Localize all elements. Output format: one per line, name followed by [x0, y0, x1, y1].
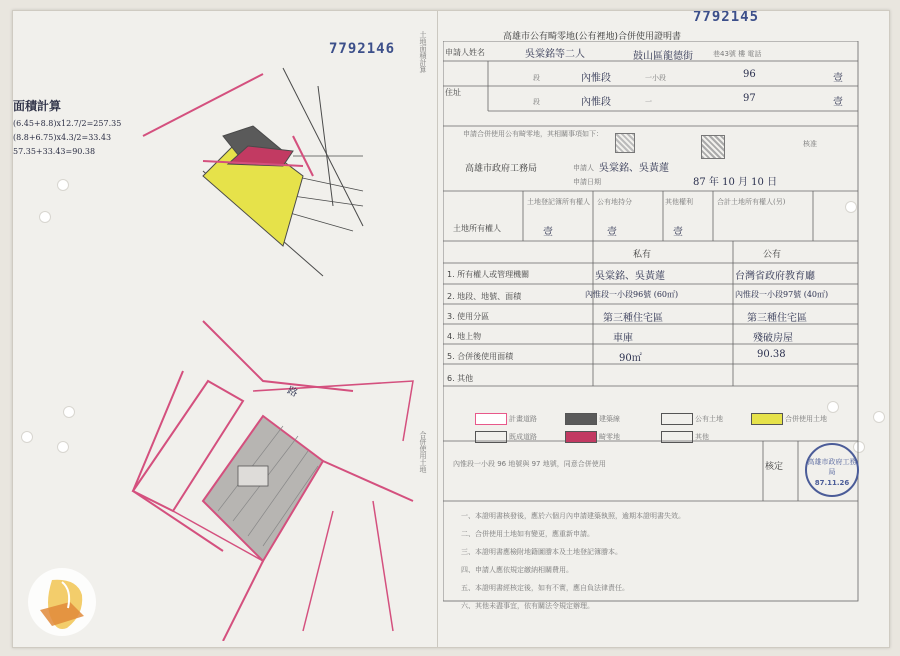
note-item: 五、本證明書經核定後，如有不實，應自負法律責任。	[461, 584, 629, 592]
row-label: 3. 使用分區	[447, 312, 490, 321]
decision-text: 內惟段一小段 96 地號與 97 地號，同意合併使用	[453, 460, 606, 468]
small-section-2: 一	[645, 98, 652, 106]
col-public: 公有	[763, 250, 782, 260]
legend-label: 既成道路	[509, 433, 537, 441]
legend-label: 公有土地	[695, 415, 723, 423]
legend-swatch	[751, 413, 783, 425]
row-public: 內惟段一小段97號 (40㎡)	[735, 290, 829, 299]
row-public: 台灣省政府教育廳	[735, 271, 815, 282]
punch-hole	[63, 406, 75, 418]
row-label: 4. 地上物	[447, 332, 482, 341]
row-public: 殘破房屋	[753, 333, 793, 344]
legend-label: 畸零地	[599, 433, 620, 441]
lower-parcel-map	[113, 311, 433, 641]
header-other: 其他權利	[665, 198, 693, 206]
punch-hole	[57, 179, 69, 191]
official-stamp	[805, 443, 859, 497]
row-private: 第三種住宅區	[603, 313, 663, 324]
bureau-label: 高雄市政府工務局	[465, 164, 538, 174]
row-private: 車庫	[613, 333, 633, 344]
legend-swatch	[565, 431, 597, 443]
legend-label: 計畫道路	[509, 415, 537, 423]
address-value: 鼓山區龍德街	[633, 51, 693, 62]
date-value: 87 年 10 月 10 日	[693, 177, 778, 188]
description-1: 申請合併使用公有畸零地，其相關事項如下：	[463, 130, 603, 138]
cell-2: 壹	[673, 227, 683, 238]
cell-0: 壹	[543, 227, 553, 238]
decision-label: 核定	[765, 462, 784, 472]
watermark-logo	[22, 560, 106, 644]
applicant-label: 申請人姓名	[445, 48, 485, 57]
total-1: 壹	[833, 73, 843, 84]
section-label-2: 段	[533, 98, 540, 106]
signers: 吳棠銘、吳黃蓮	[599, 163, 669, 174]
stamp-text: 高雄市政府工務局	[807, 458, 857, 476]
note-item: 六、其他未盡事宜，依有關法令規定辦理。	[461, 602, 594, 610]
punch-hole	[57, 441, 69, 453]
road-label: 路	[285, 385, 300, 400]
legend-swatch	[661, 413, 693, 425]
note-item: 三、本證明書應檢附地籍圖謄本及土地登記簿謄本。	[461, 548, 622, 556]
applicant-value: 吳棠銘等二人	[525, 49, 585, 60]
cell-1: 壹	[607, 227, 617, 238]
note-item: 二、合併使用土地如有變更，應重新申請。	[461, 530, 594, 538]
upper-parcel-sketch	[133, 66, 373, 296]
document-sheet	[12, 10, 890, 648]
header-public: 公有地持分	[597, 198, 632, 206]
contact-value: 巷43號 樓 電話	[713, 50, 762, 58]
calc-line-2: (8.8+6.75)x4.3/2=33.43	[13, 133, 112, 142]
legend-label: 其他	[695, 433, 709, 441]
applicant-sign-label: 申請人	[573, 164, 594, 172]
calc-line-1: (6.45+8.8)x12.7/2=257.35	[13, 119, 122, 128]
row-label: 2. 地段、地號、面積	[447, 292, 522, 301]
land-header: 土地所有權人	[453, 224, 501, 233]
row-private: 內惟段一小段96號 (60㎡)	[585, 290, 679, 299]
row-public: 第三種住宅區	[747, 313, 807, 324]
row-public: 90.38	[757, 349, 786, 360]
row-private: 90㎡	[619, 353, 642, 364]
punch-hole	[873, 411, 885, 423]
note-item: 一、本證明書核發後，應於六個月內申請建築執照，逾期本證明書失效。	[461, 512, 685, 520]
punch-hole	[21, 431, 33, 443]
seal-box	[615, 133, 635, 153]
approve-label: 核准	[803, 140, 817, 148]
stamp-date: 87.11.26	[814, 479, 850, 487]
serial-number-left: 7792146	[329, 41, 396, 57]
legend-swatch	[661, 431, 693, 443]
legend-swatch	[565, 413, 597, 425]
remarks-label: 6. 其他	[447, 374, 474, 383]
address-label: 住址	[445, 88, 461, 97]
small-section-1: 一小段	[645, 74, 666, 82]
lot-1: 96	[743, 69, 756, 80]
col-private: 私有	[633, 250, 652, 260]
calc-line-3: 57.35+33.43=90.38	[13, 147, 96, 156]
total-2: 壹	[833, 97, 843, 108]
side-note-2: 合併使用土地	[419, 431, 427, 473]
side-note-1: 土地面積計算	[419, 31, 427, 73]
form-title: 高雄市公有畸零地(公有裡地)合併使用證明書	[503, 32, 682, 42]
header-owner: 土地登記簿所有權人	[527, 198, 590, 206]
legend-label: 建築線	[599, 415, 620, 423]
punch-hole	[39, 211, 51, 223]
note-item: 四、申請人應依規定繳納相關費用。	[461, 566, 573, 574]
row-private: 吳棠銘、吳黃蓮	[595, 271, 665, 282]
fold-line	[437, 11, 438, 647]
row-label: 5. 合併後使用面積	[447, 352, 514, 361]
section-label-1: 段	[533, 74, 540, 82]
date-label: 申請日期	[573, 178, 601, 186]
serial-number-right: 7792145	[693, 10, 760, 25]
section-1: 內惟段	[581, 73, 611, 84]
section-2: 內惟段	[581, 97, 611, 108]
header-total: 合計土地所有權人(另)	[717, 198, 786, 206]
legend-swatch	[475, 413, 507, 425]
lot-2: 97	[743, 93, 756, 104]
calc-title: 面積計算	[13, 99, 62, 113]
seal-box	[701, 135, 725, 159]
legend-label: 合併使用土地	[785, 415, 827, 423]
row-label: 1. 所有權人或管理機關	[447, 270, 530, 279]
legend-swatch	[475, 431, 507, 443]
